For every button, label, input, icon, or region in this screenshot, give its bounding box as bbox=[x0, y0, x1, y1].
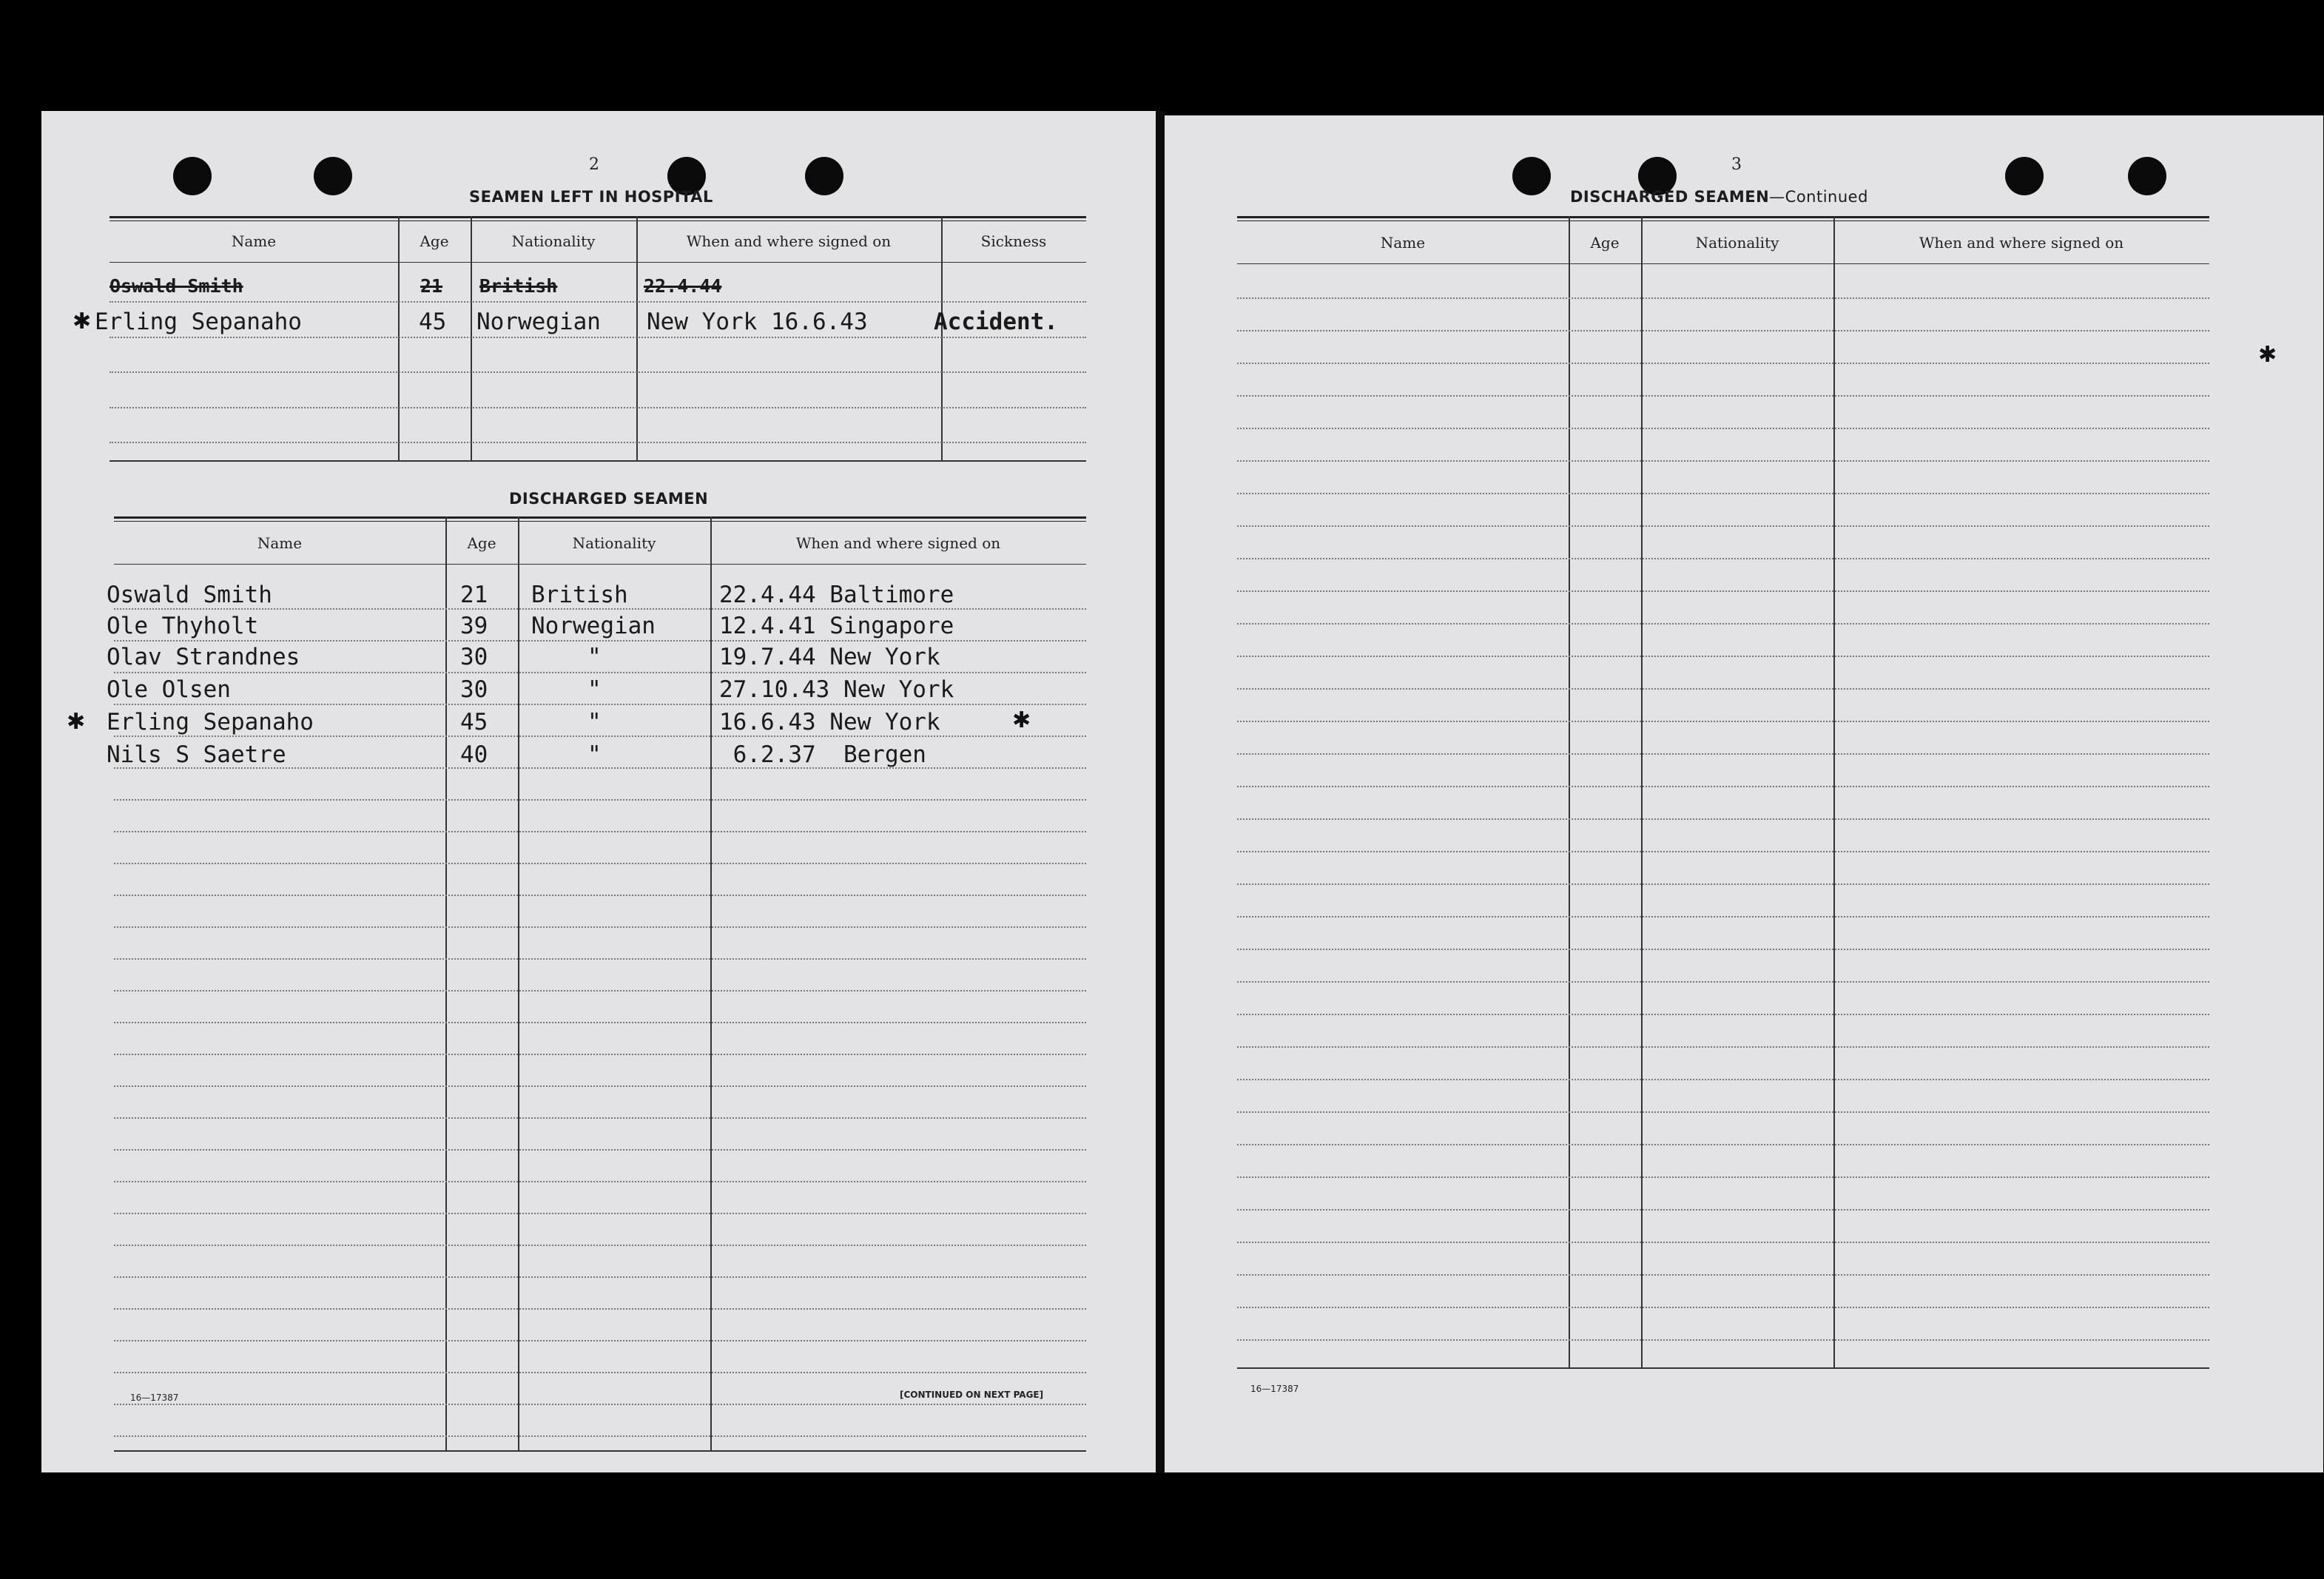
hospital-age: 21 bbox=[420, 275, 443, 297]
col-header-signed-on: When and where signed on bbox=[686, 232, 892, 250]
discharged-continued-title bbox=[1570, 188, 1868, 206]
discharged-nationality: British bbox=[531, 582, 628, 608]
col-header-sickness: Sickness bbox=[980, 232, 1047, 250]
hospital-nationality: Norwegian bbox=[476, 309, 601, 335]
form-number: 16—17387 bbox=[130, 1393, 179, 1403]
punch-hole bbox=[2005, 157, 2044, 195]
col-header-nationality: Nationality bbox=[572, 534, 656, 552]
hospital-name: Erling Sepanaho bbox=[95, 309, 302, 335]
discharged-signed-on: 27.10.43 New York bbox=[719, 676, 954, 703]
left-page bbox=[41, 111, 1156, 1472]
hospital-row bbox=[110, 275, 1086, 305]
discharged-signed-on: 19.7.44 New York bbox=[719, 644, 940, 670]
discharged-section-title: DISCHARGED SEAMEN bbox=[509, 490, 709, 508]
col-header-name: Name bbox=[257, 534, 303, 552]
hospital-age: 45 bbox=[419, 309, 447, 335]
discharged-row bbox=[107, 676, 1086, 706]
punch-hole bbox=[314, 157, 352, 195]
discharged-age: 30 bbox=[460, 676, 488, 703]
hospital-row bbox=[73, 309, 1086, 338]
discharged-row bbox=[67, 707, 1086, 738]
discharged-name: Erling Sepanaho bbox=[107, 709, 314, 735]
discharged-nationality: " bbox=[587, 644, 602, 670]
form-number: 16—17387 bbox=[1250, 1384, 1299, 1394]
continued-note: [CONTINUED ON NEXT PAGE] bbox=[900, 1390, 1044, 1400]
discharged-table bbox=[67, 516, 1086, 1456]
title-continued: —Continued bbox=[1769, 188, 1868, 206]
punch-hole bbox=[2128, 157, 2166, 195]
hospital-section-title: SEAMEN LEFT IN HOSPITAL bbox=[469, 188, 713, 206]
asterisk-mark: ✱ bbox=[73, 309, 92, 334]
discharged-name: Ole Thyholt bbox=[107, 613, 259, 639]
col-header-signed-on: When and where signed on bbox=[795, 534, 1001, 552]
discharged-signed-on: 16.6.43 New York bbox=[719, 709, 940, 735]
right-page bbox=[1165, 115, 2323, 1472]
discharged-row bbox=[107, 582, 1086, 611]
hospital-table bbox=[73, 216, 1086, 468]
hospital-signed-on: New York 16.6.43 bbox=[647, 309, 868, 335]
discharged-nationality: Norwegian bbox=[531, 613, 656, 639]
col-header-age: Age bbox=[420, 232, 449, 250]
discharged-signed-on: 6.2.37 Bergen bbox=[719, 741, 926, 768]
punch-hole bbox=[1512, 157, 1551, 195]
punch-hole bbox=[805, 157, 843, 195]
discharged-age: 39 bbox=[460, 613, 488, 639]
discharged-name: Oswald Smith bbox=[107, 582, 272, 608]
col-header-nationality: Nationality bbox=[511, 232, 596, 250]
col-header-name: Name bbox=[231, 232, 277, 250]
asterisk-mark: ✱ bbox=[67, 709, 86, 735]
discharged-age: 45 bbox=[460, 709, 488, 735]
discharged-signed-on: 22.4.44 Baltimore bbox=[719, 582, 954, 608]
discharged-row bbox=[107, 613, 1086, 642]
asterisk-mark: ✱ bbox=[1012, 707, 1031, 733]
discharged-nationality: " bbox=[587, 709, 602, 735]
col-header-name: Name bbox=[1380, 234, 1426, 252]
hospital-sickness: Accident. bbox=[934, 309, 1058, 335]
discharged-row bbox=[107, 741, 1086, 771]
discharged-continued-table bbox=[1237, 216, 2209, 1373]
discharged-age: 40 bbox=[460, 741, 488, 768]
punch-hole bbox=[173, 157, 212, 195]
col-header-signed-on: When and where signed on bbox=[1919, 234, 2124, 252]
hospital-nationality: British bbox=[479, 275, 558, 297]
page-number: 3 bbox=[1731, 155, 1742, 174]
page-number: 2 bbox=[589, 155, 599, 174]
discharged-row bbox=[107, 644, 1086, 673]
discharged-name: Nils S Saetre bbox=[107, 741, 286, 768]
col-header-age: Age bbox=[467, 534, 496, 552]
col-header-nationality: Nationality bbox=[1695, 234, 1779, 252]
title-main: DISCHARGED SEAMEN bbox=[1570, 188, 1770, 206]
hospital-name: Oswald Smith bbox=[110, 275, 243, 297]
spine-gap bbox=[1156, 111, 1165, 1472]
discharged-name: Ole Olsen bbox=[107, 676, 231, 703]
discharged-nationality: " bbox=[587, 741, 602, 768]
discharged-name: Olav Strandnes bbox=[107, 644, 300, 670]
discharged-nationality: " bbox=[587, 676, 602, 703]
col-header-age: Age bbox=[1590, 234, 1620, 252]
discharged-age: 30 bbox=[460, 644, 488, 670]
discharged-signed-on: 12.4.41 Singapore bbox=[719, 613, 954, 639]
asterisk-mark: ✱ bbox=[2258, 342, 2277, 368]
hospital-signed-on: 22.4.44 bbox=[644, 275, 722, 297]
discharged-age: 21 bbox=[460, 582, 488, 608]
